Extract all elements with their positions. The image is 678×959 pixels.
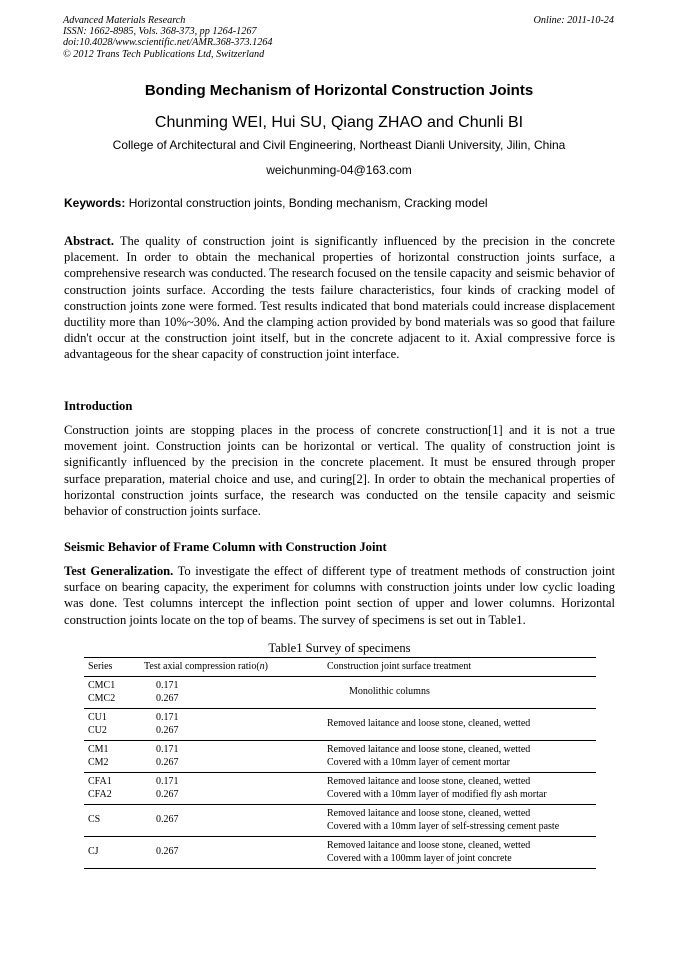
treatment-cell-line: Covered with a 10mm layer of modified fly ash mortar [327, 789, 547, 800]
ratio-cell-line: 0.171 [156, 711, 179, 723]
series-cell-line: CMC1 [88, 679, 116, 691]
column-header: Construction joint surface treatment [327, 661, 472, 672]
authors: Chunming WEI, Hui SU, Qiang ZHAO and Chunli BI [154, 114, 524, 131]
table-row [84, 804, 596, 836]
treatment-cell-line: Removed laitance and loose stone, cleaned, wetted [327, 807, 531, 819]
paper-title: Bonding Mechanism of Horizontal Construction Joints [144, 82, 534, 99]
treatment-cell [323, 676, 596, 708]
treatment-cell-line: Removed laitance and loose stone, cleaned, wetted [327, 743, 531, 755]
treatment-cell-line: Removed laitance and loose stone, cleaned, wetted [327, 839, 531, 851]
seismic-paragraph [64, 563, 615, 628]
header-line: Advanced Materials Research [63, 15, 186, 26]
abstract-text: The quality of construction joint is significantly influenced by the precision in the concrete placement. In order to obtain the mechanical properties of horizontal construction joints surface, a comprehensive research was conducted. The research focused on the tensile capacity and seismic behavior of construction joints surface. According the tests failure characteristics, four kinds of cracking model of construction joints zone were formed. Test results indicated that bond materials could increase displacement ductility more than 10%~30%. And the clamping action provided by bond materials was so good that failure didn't occur at the construction joint itself, but in the concrete adjacent to it. Axial compressive force is advantageous for the shear capacity of construction joint interface. [64, 234, 615, 362]
keywords-text: Horizontal construction joints, Bonding mechanism, Cracking model [125, 196, 488, 210]
ratio-cell-line: 0.171 [156, 775, 179, 787]
treatment-cell-line: Covered with a 10mm layer of cement mortar [327, 757, 510, 768]
series-cell [84, 772, 140, 804]
seismic-text: To investigate the effect of different type of treatment methods of construction joint surface on bearing capacity, the experiment for columns with construction joints under low cyclic loading was done. Test columns intercept the inflection point section of upper and lower columns. Horizontal construction joints locate on the top of beams. The survey of specimens is set out in Table1. [64, 564, 615, 627]
abstract-label: Abstract. [64, 234, 115, 248]
header-line: © 2012 Trans Tech Publications Ltd, Switzerland [63, 48, 265, 60]
series-cell-line: CMC2 [88, 693, 116, 704]
series-cell-line: CM2 [88, 757, 109, 768]
specimens-table [84, 657, 596, 869]
keywords-label: Keywords: [64, 196, 126, 210]
ratio-cell-line: 0.171 [156, 679, 179, 691]
header-line: doi:10.4028/www.scientific.net/AMR.368-373.1264 [63, 37, 273, 49]
intro-heading: Introduction [64, 399, 133, 413]
ratio-cell-line: 0.267 [156, 789, 179, 800]
treatment-cell-line: Removed laitance and loose stone, cleaned, wetted [327, 718, 531, 730]
ratio-cell-line: 0.267 [156, 693, 179, 704]
series-cell-line: CFA2 [88, 789, 112, 800]
online-date: Online: 2011-10-24 [533, 15, 614, 26]
affiliation: College of Architectural and Civil Engineering, Northeast Dianli University, Jilin, China [112, 138, 566, 152]
treatment-cell [323, 708, 596, 740]
series-cell [84, 836, 140, 868]
table-row [84, 676, 596, 708]
ratio-cell-line: 0.267 [156, 814, 179, 826]
table-row [84, 740, 596, 772]
treatment-cell-line: Removed laitance and loose stone, cleaned, wetted [327, 775, 531, 787]
treatment-cell-line: Covered with a 100mm layer of joint concrete [327, 853, 512, 864]
seismic-heading: Seismic Behavior of Frame Column with Construction Joint [64, 540, 387, 554]
ratio-cell-line: 0.171 [156, 743, 179, 755]
ratio-cell [140, 772, 323, 804]
series-cell-line: CM1 [88, 743, 109, 755]
journal-header [63, 15, 272, 60]
treatment-cell [323, 836, 596, 868]
treatment-cell [323, 772, 596, 804]
series-cell-line: CS [88, 814, 101, 826]
ratio-cell [140, 836, 323, 868]
treatment-cell [323, 804, 596, 836]
test-generalization-label: Test Generalization. [64, 564, 174, 578]
email: weichunming-04@163.com [266, 163, 412, 177]
series-cell-line: CU2 [88, 725, 107, 736]
series-cell-line: CFA1 [88, 775, 112, 787]
table-caption: Table1 Survey of specimens [268, 641, 411, 655]
ratio-cell [140, 740, 323, 772]
ratio-cell-line: 0.267 [156, 725, 179, 736]
series-cell [84, 676, 140, 708]
table-row [84, 708, 596, 740]
treatment-cell-line: Monolithic columns [349, 686, 430, 698]
series-cell [84, 740, 140, 772]
ratio-cell [140, 708, 323, 740]
table-row [84, 836, 596, 868]
treatment-cell-line: Covered with a 10mm layer of self-stressing cement paste [327, 821, 560, 832]
ratio-cell [140, 804, 323, 836]
header-line: ISSN: 1662-8985, Vols. 368-373, pp 1264-1267 [63, 26, 257, 38]
intro-text: Construction joints are stopping places in the process of concrete construction[1] and it is not a true movement joint. Construction joints can be horizontal or vertical. The quality of construction joint is significantly influenced by the precision in the concrete placement. It must be ensured through proper surface preparation, material choice and use, and curing[2]. In order to obtain the mechanical properties of horizontal construction joints surface, the research was conducted on the tensile capacity and seismic behavior of construction joints surface. [64, 423, 615, 519]
table-row [84, 772, 596, 804]
ratio-cell-line: 0.267 [156, 846, 179, 858]
treatment-cell [323, 740, 596, 772]
ratio-cell-line: 0.267 [156, 757, 179, 768]
column-header: Series [88, 661, 113, 672]
series-cell [84, 708, 140, 740]
series-cell-line: CJ [88, 846, 99, 858]
ratio-cell [140, 676, 323, 708]
column-header: Test axial compression ratio(n) [144, 661, 268, 672]
abstract [64, 233, 615, 363]
keywords [64, 196, 488, 210]
series-cell [84, 804, 140, 836]
series-cell-line: CU1 [88, 711, 107, 723]
